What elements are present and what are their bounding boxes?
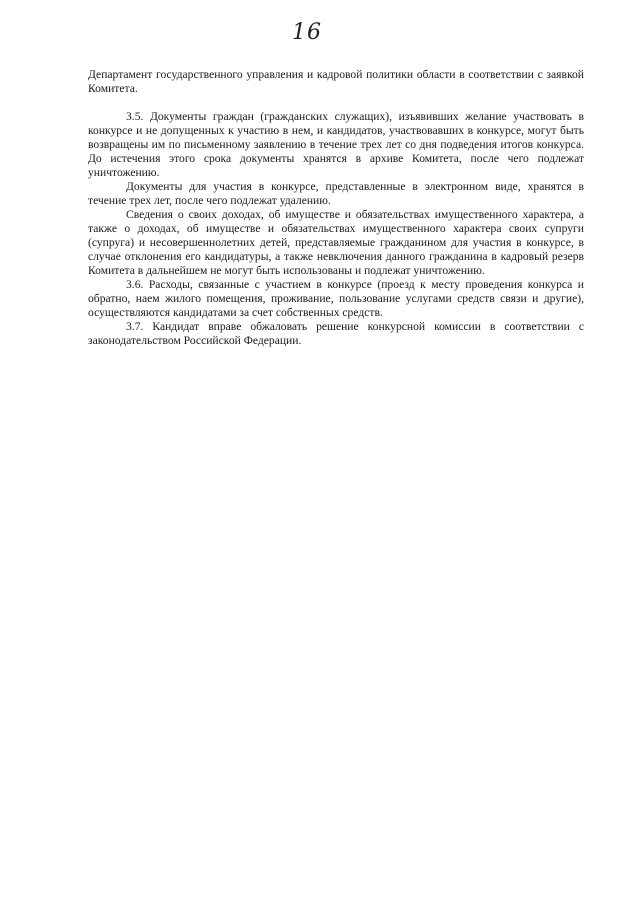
paragraph-3-6: 3.6. Расходы, связанные с участием в конкурсе (проезд к месту проведения конкурса и обратно, наем жилого помещения, проживание, пользование услугами средств связи и другие), осуществляются кандидатами за счет собственных средств.: [88, 278, 584, 319]
paragraph-electronic-documents: Документы для участия в конкурсе, представленные в электронном виде, хранятся в течение трех лет, после чего подлежат удалению.: [88, 180, 584, 207]
paragraph-income-information: Сведения о своих доходах, об имуществе и обязательствах имущественного характера, а также о доходах, об имуществе и обязательствах имущественного характера своих супруги (супруга) и несовершеннолетних детей, представляемые гражданином для участия в конкурсе, в случае отклонения его кандидатуры, а также невключения данного гражданина в кадровый резерв Комитета в дальнейшем не могут быть использованы и подлежат уничтожению.: [88, 208, 584, 277]
document-body: [88, 68, 584, 348]
paragraph-3-7: 3.7. Кандидат вправе обжаловать решение конкурсной комиссии в соответствии с законодательством Российской Федерации.: [88, 320, 584, 347]
paragraph-3-5: 3.5. Документы граждан (гражданских служащих), изъявивших желание участвовать в конкурсе и не допущенных к участию в нем, и кандидатов, участвовавших в конкурсе, могут быть возвращены им по письменному заявлению в течение трех лет со дня подведения итогов конкурса. До истечения этого срока документы хранятся в архиве Комитета, после чего подлежат уничтожению.: [88, 110, 584, 179]
paragraph-continuation: Департамент государственного управления и кадровой политики области в соответствии с заявкой Комитета.: [88, 68, 584, 95]
page-number: 16: [292, 20, 322, 45]
